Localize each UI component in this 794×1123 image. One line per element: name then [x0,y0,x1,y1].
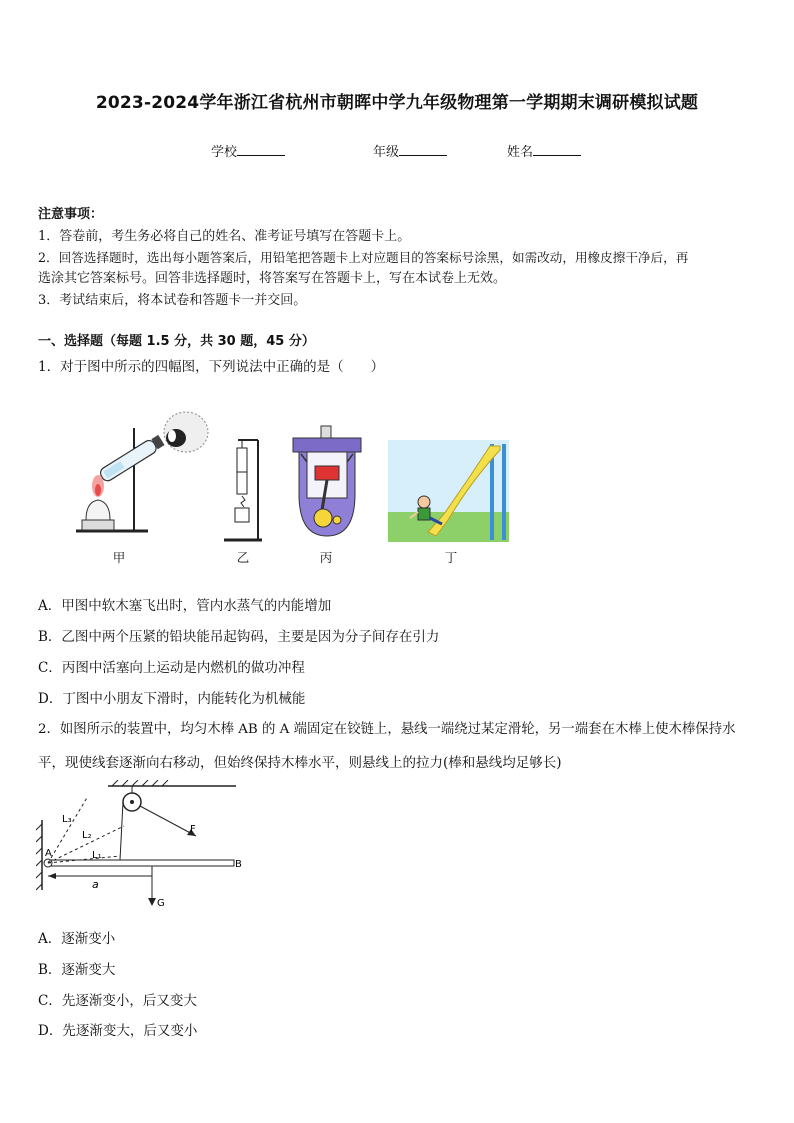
q2-option-a[interactable]: A．逐渐变小 [38,931,116,947]
label-a-distance: a [92,878,99,891]
figure-yi [222,436,267,542]
label-a-end: A [45,848,52,859]
label-l3: L₃ [62,814,72,825]
label-l2: L₂ [82,830,92,841]
q2-option-b[interactable]: B．逐渐变大 [38,962,116,978]
q1-option-d[interactable]: D．丁图中小朋友下滑时，内能转化为机械能 [38,691,306,707]
grade-field [373,141,447,160]
name-field [507,141,581,160]
figure-lever [36,780,248,910]
school-label: 学校 [211,145,238,160]
q2-option-d[interactable]: D．先逐渐变大，后又变小 [38,1023,198,1039]
grade-label: 年级 [373,145,400,160]
label-b-end: B [235,859,242,870]
notice-item: 3．考试结束后，将本试卷和答题卡一并交回。 [38,293,307,308]
question-2-stem-line1: 2．如图所示的装置中，均匀木棒 AB 的 A 端固定在铰链上，悬线一端绕过某定滑轮，另一端套在木棒上使木棒保持水 [38,722,736,737]
q1-option-a[interactable]: A．甲图中软木塞飞出时，管内水蒸气的内能增加 [38,598,332,614]
figure-jia [68,400,218,545]
notice-item: 1．答卷前，考生务必将自己的姓名、准考证号填写在答题卡上。 [38,229,411,244]
school-blank[interactable] [237,143,285,156]
section-heading: 一、选择题（每题 1.5 分，共 30 题，45 分） [38,334,315,349]
caption-bing: 丙 [319,550,333,565]
figure-ding [388,440,509,542]
page-title: 2023-2024学年浙江省杭州市朝晖中学九年级物理第一学期期末调研模拟试题 [95,93,699,113]
name-blank[interactable] [533,143,581,156]
caption-yi: 乙 [236,550,250,565]
notice-item: 2．回答选择题时，选出每小题答案后，用铅笔把答题卡上对应题目的答案标号涂黑，如需改动，用橡皮擦干净后，再 [38,250,689,265]
figure-bing [287,424,367,542]
q1-option-c[interactable]: C．丙图中活塞向上运动是内燃机的做功冲程 [38,660,305,676]
caption-ding: 丁 [444,550,458,565]
caption-jia: 甲 [112,550,126,565]
school-field [211,141,285,160]
q1-option-b[interactable]: B．乙图中两个压紧的铅块能吊起钩码，主要是因为分子间存在引力 [38,629,440,645]
label-force: F [190,824,196,835]
label-l1: L₁ [92,850,102,861]
label-gravity: G [157,898,165,909]
notice-heading: 注意事项： [38,207,104,222]
question-2-stem-line2: 平，现使线套逐渐向右移动，但始终保持木棒水平，则悬线上的拉力(棒和悬线均足够长) [38,755,562,771]
question-1-stem: 1．对于图中所示的四幅图，下列说法中正确的是（ ） [38,359,385,375]
grade-blank[interactable] [399,143,447,156]
name-label: 姓名 [507,145,534,160]
q2-option-c[interactable]: C．先逐渐变小，后又变大 [38,993,197,1009]
notice-item: 选涂其它答案标号。回答非选择题时，将答案写在答题卡上，写在本试卷上无效。 [38,271,507,286]
